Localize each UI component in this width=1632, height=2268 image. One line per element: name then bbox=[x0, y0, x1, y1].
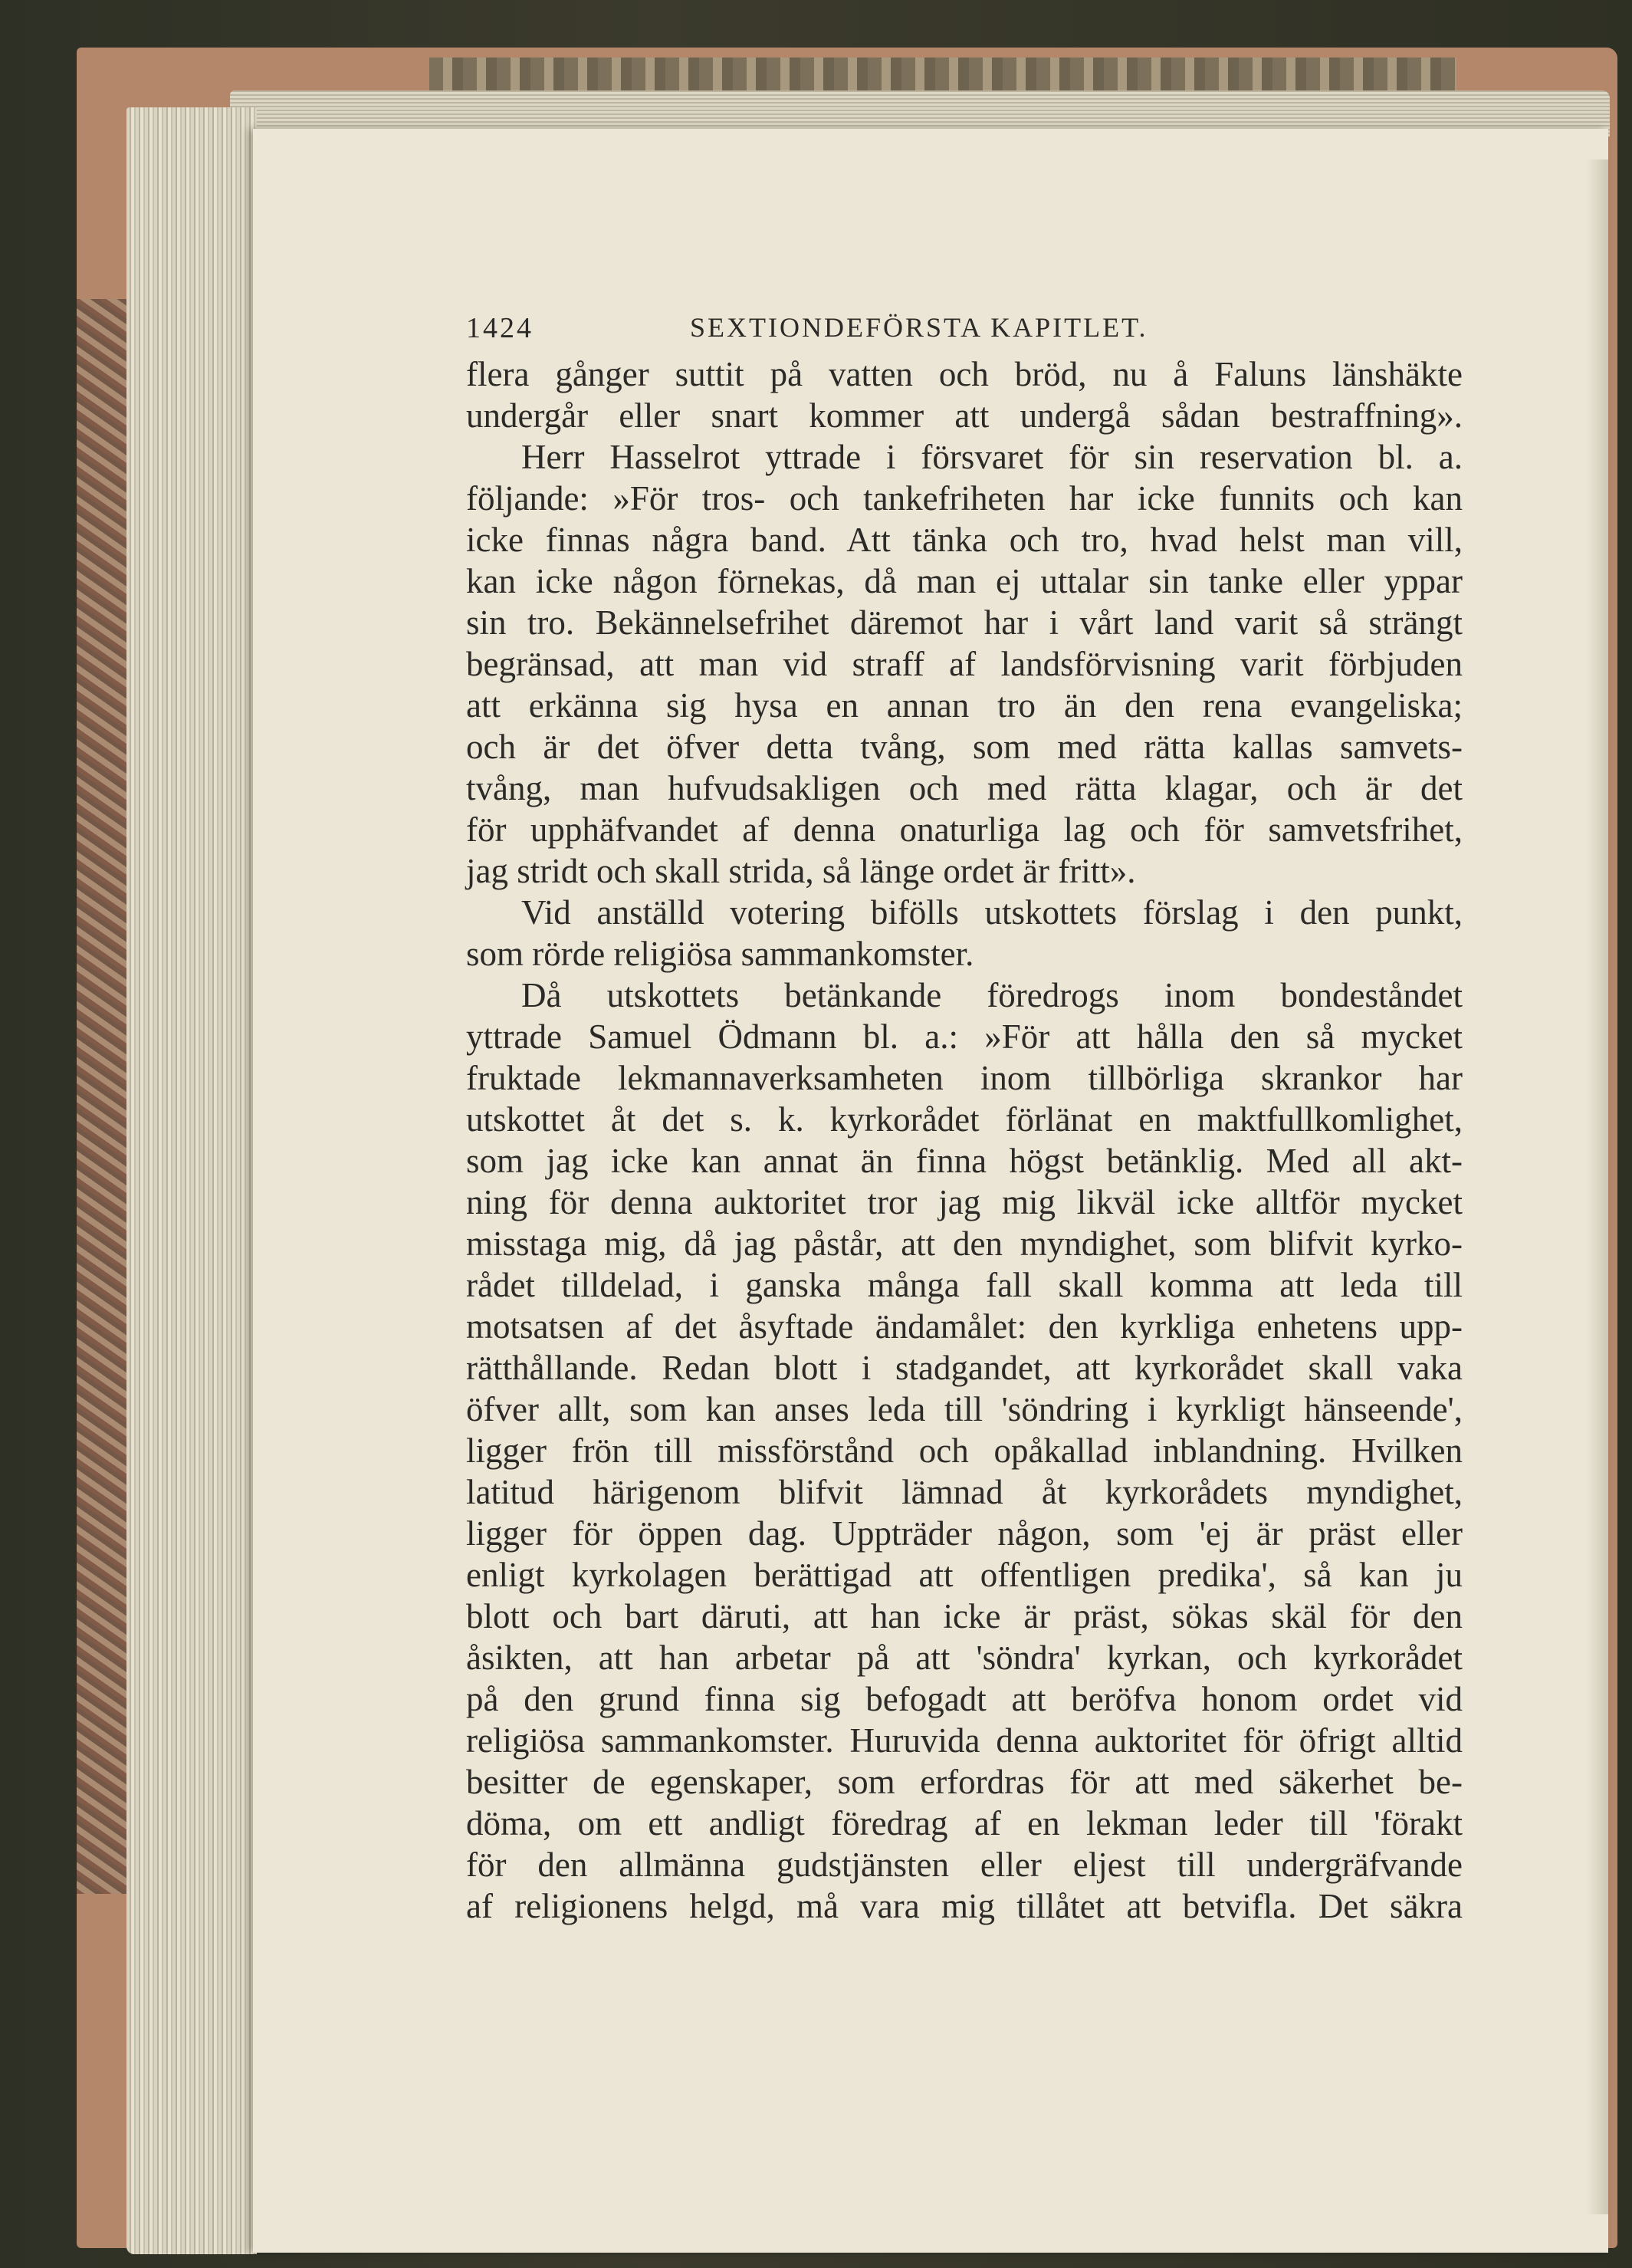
text-line: åsikten, att han arbetar på att 'söndra' kyrkan, och kyrkorådet bbox=[466, 1639, 1463, 1677]
text-line: ligger för öppen dag. Uppträder någon, som 'ej är präst eller bbox=[466, 1514, 1463, 1553]
chapter-title: SEXTIONDEFÖRSTA KAPITLET. bbox=[690, 312, 1148, 343]
text-line: yttrade Samuel Ödmann bl. a.: »För att hålla den så mycket bbox=[466, 1017, 1463, 1056]
body-text bbox=[466, 353, 1463, 1927]
page-gutter-shadow bbox=[1587, 159, 1608, 2214]
text-line: enligt kyrkolagen berättigad att offentligen predika', så kan ju bbox=[466, 1556, 1463, 1594]
text-line: af religionens helgd, må vara mig tillåtet att betvifla. Det säkra bbox=[466, 1887, 1463, 1925]
text-line: rådet tilldelad, i ganska många fall skall komma att leda till bbox=[466, 1266, 1463, 1304]
text-line: öfver allt, som kan anses leda till 'söndring i kyrkligt hänseende', bbox=[466, 1390, 1463, 1428]
text-line: flera gånger suttit på vatten och bröd, nu å Faluns länshäkte bbox=[466, 355, 1463, 393]
text-line: kan icke någon förnekas, då man ej uttalar sin tanke eller yppar bbox=[466, 562, 1463, 600]
text-line: och är det öfver detta tvång, som med rätta kallas samvets- bbox=[466, 728, 1463, 766]
text-line: undergår eller snart kommer att undergå sådan bestraffning». bbox=[466, 396, 1463, 435]
text-line: rätthållande. Redan blott i stadgandet, att kyrkorådet skall vaka bbox=[466, 1349, 1463, 1387]
text-line: Då utskottets betänkande föredrogs inom bondeståndet bbox=[521, 976, 1463, 1014]
text-line: som rörde religiösa sammankomster. bbox=[466, 935, 974, 973]
text-line: latitud härigenom blifvit lämnad åt kyrkorådets myndighet, bbox=[466, 1473, 1463, 1511]
text-line: fruktade lekmannaverksamheten inom tillbörliga skrankor har bbox=[466, 1059, 1463, 1097]
text-line: blott och bart däruti, att han icke är präst, sökas skäl för den bbox=[466, 1597, 1463, 1635]
text-line: Vid anställd votering bifölls utskottets förslag i den punkt, bbox=[521, 893, 1463, 932]
text-line: religiösa sammankomster. Huruvida denna auktoritet för öfrigt alltid bbox=[466, 1721, 1463, 1760]
text-line: misstaga mig, då jag påstår, att den myndighet, som blifvit kyrko- bbox=[466, 1224, 1463, 1263]
text-line: ligger frön till missförstånd och opåkallad inblandning. Hvilken bbox=[466, 1431, 1463, 1470]
text-line: sin tro. Bekännelsefrihet däremot har i vårt land varit så strängt bbox=[466, 603, 1463, 642]
page-number: 1424 bbox=[466, 312, 534, 344]
text-line: besitter de egenskaper, som erfordras för att med säkerhet be- bbox=[466, 1763, 1463, 1801]
text-line: följande: »För tros- och tankefriheten har icke funnits och kan bbox=[466, 479, 1463, 518]
text-line: tvång, man hufvudsakligen och med rätta klagar, och är det bbox=[466, 769, 1463, 807]
text-line: Herr Hasselrot yttrade i försvaret för sin reservation bl. a. bbox=[521, 438, 1463, 476]
text-line: utskottet åt det s. k. kyrkorådet förlänat en maktfullkomlighet, bbox=[466, 1100, 1463, 1139]
page-edges-left bbox=[126, 107, 257, 2254]
text-line: motsatsen af det åsyftade ändamålet: den kyrkliga enhetens upp- bbox=[466, 1307, 1463, 1346]
text-line: jag stridt och skall strida, så länge ordet är fritt». bbox=[466, 852, 1136, 890]
text-line: som jag icke kan annat än finna högst betänklig. Med all akt- bbox=[466, 1142, 1463, 1180]
text-line: att erkänna sig hysa en annan tro än den rena evangeliska; bbox=[466, 686, 1463, 725]
text-line: döma, om ett andligt föredrag af en lekman leder till 'förakt bbox=[466, 1804, 1463, 1842]
text-line: ning för denna auktoritet tror jag mig likväl icke alltför mycket bbox=[466, 1183, 1463, 1221]
running-head bbox=[466, 311, 1632, 357]
text-line: icke finnas några band. Att tänka och tro, hvad helst man vill, bbox=[466, 521, 1463, 559]
text-line: för den allmänna gudstjänsten eller eljest till undergräfvande bbox=[466, 1846, 1463, 1884]
text-line: på den grund finna sig befogadt att beröfva honom ordet vid bbox=[466, 1680, 1463, 1718]
text-line: begränsad, att man vid straff af landsförvisning varit förbjuden bbox=[466, 645, 1463, 683]
text-line: för upphäfvandet af denna onaturliga lag och för samvetsfrihet, bbox=[466, 810, 1463, 849]
printed-page bbox=[253, 129, 1608, 2253]
